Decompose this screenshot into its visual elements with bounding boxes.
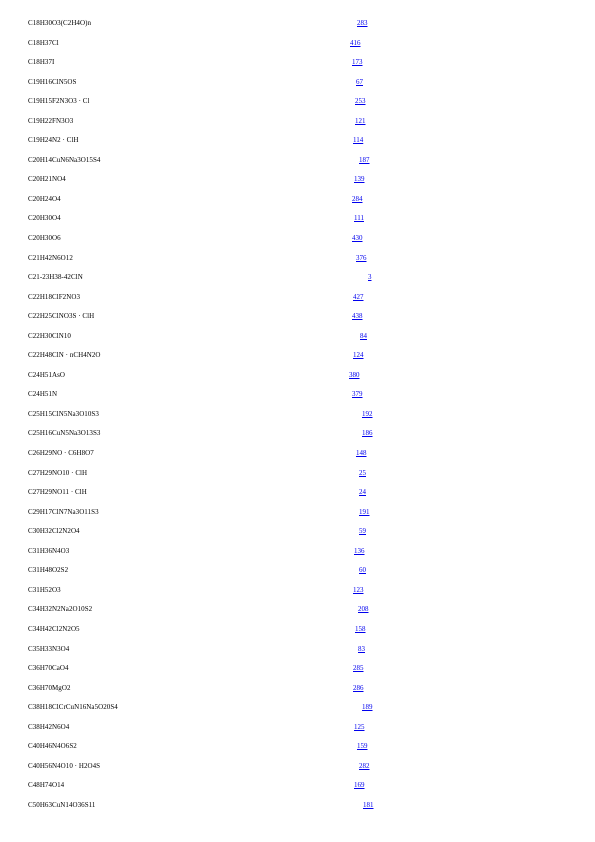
index-entry — [0, 171, 595, 191]
index-entry — [0, 15, 595, 35]
chemical-formula: C48H74O14 — [28, 781, 65, 790]
chemical-formula: C20H14CuN6Na3O15S4 — [28, 155, 101, 164]
page-number-link[interactable]: 124 — [353, 351, 364, 360]
page-number-link[interactable]: 169 — [354, 781, 365, 790]
chemical-formula: C38H18ClCrCuN16Na5O20S4 — [28, 703, 118, 712]
index-entry — [0, 74, 595, 94]
page-number-link[interactable]: 3 — [368, 273, 372, 282]
chemical-formula: C22H48ClN · nCH4N2O — [28, 351, 101, 360]
page-number-link[interactable]: 60 — [359, 566, 366, 575]
chemical-formula: C19H16ClN5OS — [28, 77, 77, 86]
page-number-link[interactable]: 191 — [359, 507, 370, 516]
page-number-link[interactable]: 253 — [355, 97, 366, 106]
chemical-formula: C21H42N6O12 — [28, 253, 73, 262]
page-number-link[interactable]: 416 — [350, 38, 361, 47]
page-number-link[interactable]: 282 — [359, 761, 370, 770]
page-number-link[interactable]: 189 — [362, 703, 373, 712]
index-entry — [0, 406, 595, 426]
page-number-link[interactable]: 121 — [355, 116, 366, 125]
page-number-link[interactable]: 84 — [360, 331, 367, 340]
chemical-formula: C25H15ClN5Na3O10S3 — [28, 409, 99, 418]
index-entry — [0, 660, 595, 680]
index-entry — [0, 54, 595, 74]
index-entry — [0, 308, 595, 328]
chemical-formula: C22H25ClNO3S · ClH — [28, 312, 95, 321]
index-entry — [0, 230, 595, 250]
page-number-link[interactable]: 148 — [356, 449, 367, 458]
chemical-formula: C26H29NO · C6H8O7 — [28, 449, 94, 458]
page-number-link[interactable]: 111 — [354, 214, 364, 223]
index-entry — [0, 289, 595, 309]
chemical-formula: C29H17ClN7Na3O11S3 — [28, 507, 99, 516]
page-number-link[interactable]: 114 — [353, 136, 364, 145]
chemical-formula: C27H29NO11 · ClH — [28, 488, 87, 497]
chemical-formula: C24H51N — [28, 390, 58, 399]
chemical-formula: C24H51AsO — [28, 370, 66, 379]
index-entry — [0, 680, 595, 700]
page-number-link[interactable]: 181 — [363, 800, 374, 809]
index-entry — [0, 386, 595, 406]
page-number-link[interactable]: 158 — [355, 624, 366, 633]
index-entry — [0, 269, 595, 289]
index-entry — [0, 367, 595, 387]
index-entry — [0, 35, 595, 55]
page-number-link[interactable]: 187 — [359, 155, 370, 164]
index-entry — [0, 328, 595, 348]
index-entry — [0, 425, 595, 445]
index-entry — [0, 152, 595, 172]
index-entry — [0, 132, 595, 152]
index-entry — [0, 210, 595, 230]
index-entry — [0, 504, 595, 524]
index-entry — [0, 699, 595, 719]
page-number-link[interactable]: 284 — [352, 194, 363, 203]
chemical-formula: C30H32Cl2N2O4 — [28, 527, 80, 536]
chemical-formula: C19H15F2N3O3 · Cl — [28, 97, 90, 106]
index-entry — [0, 484, 595, 504]
chemical-formula: C31H48O2S2 — [28, 566, 69, 575]
chemical-formula: C35H33N3O4 — [28, 644, 70, 653]
chemical-formula: C50H63CuN14O36S11 — [28, 800, 96, 809]
page-number-link[interactable]: 285 — [353, 664, 364, 673]
chemical-formula: C38H42N6O4 — [28, 722, 70, 731]
index-entry — [0, 250, 595, 270]
page-number-link[interactable]: 139 — [354, 175, 365, 184]
chemical-formula: C31H52O3 — [28, 585, 61, 594]
page-number-link[interactable]: 25 — [359, 468, 366, 477]
index-entry — [0, 601, 595, 621]
page-number-link[interactable]: 59 — [359, 527, 366, 536]
index-entry — [0, 523, 595, 543]
page-number-link[interactable]: 379 — [352, 390, 363, 399]
page-number-link[interactable]: 438 — [352, 312, 363, 321]
page-number-link[interactable]: 430 — [352, 234, 363, 243]
page-number-link[interactable]: 173 — [352, 58, 363, 67]
chemical-formula: C34H32N2Na2O10S2 — [28, 605, 93, 614]
chemical-formula: C40H46N4O6S2 — [28, 742, 77, 751]
chemical-formula: C18H37Cl — [28, 38, 59, 47]
chemical-formula: C36H70CaO4 — [28, 664, 69, 673]
formula-index-list — [0, 15, 595, 816]
index-entry — [0, 719, 595, 739]
page-number-link[interactable]: 123 — [353, 585, 364, 594]
chemical-formula: C27H29NO10 · ClH — [28, 468, 88, 477]
chemical-formula: C20H21NO4 — [28, 175, 66, 184]
page-number-link[interactable]: 376 — [356, 253, 367, 262]
page-number-link[interactable]: 186 — [362, 429, 373, 438]
page-number-link[interactable]: 24 — [359, 488, 366, 497]
chemical-formula: C19H24N2 · ClH — [28, 136, 79, 145]
chemical-formula: C18H30O3(C2H4O)n — [28, 19, 92, 27]
index-entry — [0, 562, 595, 582]
index-entry — [0, 93, 595, 113]
chemical-formula: C22H30ClN10 — [28, 331, 71, 340]
page-number-link[interactable]: 192 — [362, 409, 373, 418]
chemical-formula: C36H70MgO2 — [28, 683, 71, 692]
index-entry — [0, 445, 595, 465]
index-entry — [0, 347, 595, 367]
index-entry — [0, 465, 595, 485]
chemical-formula: C19H22FN3O3 — [28, 116, 74, 125]
page-number-link[interactable]: 380 — [349, 370, 360, 379]
index-entry — [0, 582, 595, 602]
page-number-link[interactable]: 125 — [354, 722, 365, 731]
page-number-link[interactable]: 283 — [357, 19, 368, 27]
chemical-formula: C40H56N4O10 · H2O4S — [28, 761, 101, 770]
index-entry — [0, 758, 595, 778]
page-number-link[interactable]: 159 — [357, 742, 368, 751]
index-entry — [0, 543, 595, 563]
page-number-link[interactable]: 208 — [358, 605, 369, 614]
chemical-formula: C20H24O4 — [28, 194, 61, 203]
page-number-link[interactable]: 67 — [356, 77, 363, 86]
index-entry — [0, 777, 595, 797]
page-number-link[interactable]: 136 — [354, 546, 365, 555]
chemical-formula: C21-23H38-42ClN — [28, 273, 83, 282]
index-entry — [0, 641, 595, 661]
index-entry — [0, 797, 595, 817]
chemical-formula: C18H37I — [28, 58, 55, 67]
chemical-formula: C31H36N4O3 — [28, 546, 70, 555]
page-number-link[interactable]: 427 — [353, 292, 364, 301]
index-entry — [0, 621, 595, 641]
chemical-formula: C34H42Cl2N2O5 — [28, 624, 80, 633]
index-entry — [0, 191, 595, 211]
page-number-link[interactable]: 286 — [353, 683, 364, 692]
chemical-formula: C20H30O4 — [28, 214, 61, 223]
chemical-formula: C20H30O6 — [28, 234, 61, 243]
chemical-formula: C22H18ClF2NO3 — [28, 292, 80, 301]
chemical-formula: C25H16CuN5Na3O13S3 — [28, 429, 101, 438]
page-number-link[interactable]: 83 — [358, 644, 365, 653]
index-entry — [0, 738, 595, 758]
index-entry — [0, 113, 595, 133]
